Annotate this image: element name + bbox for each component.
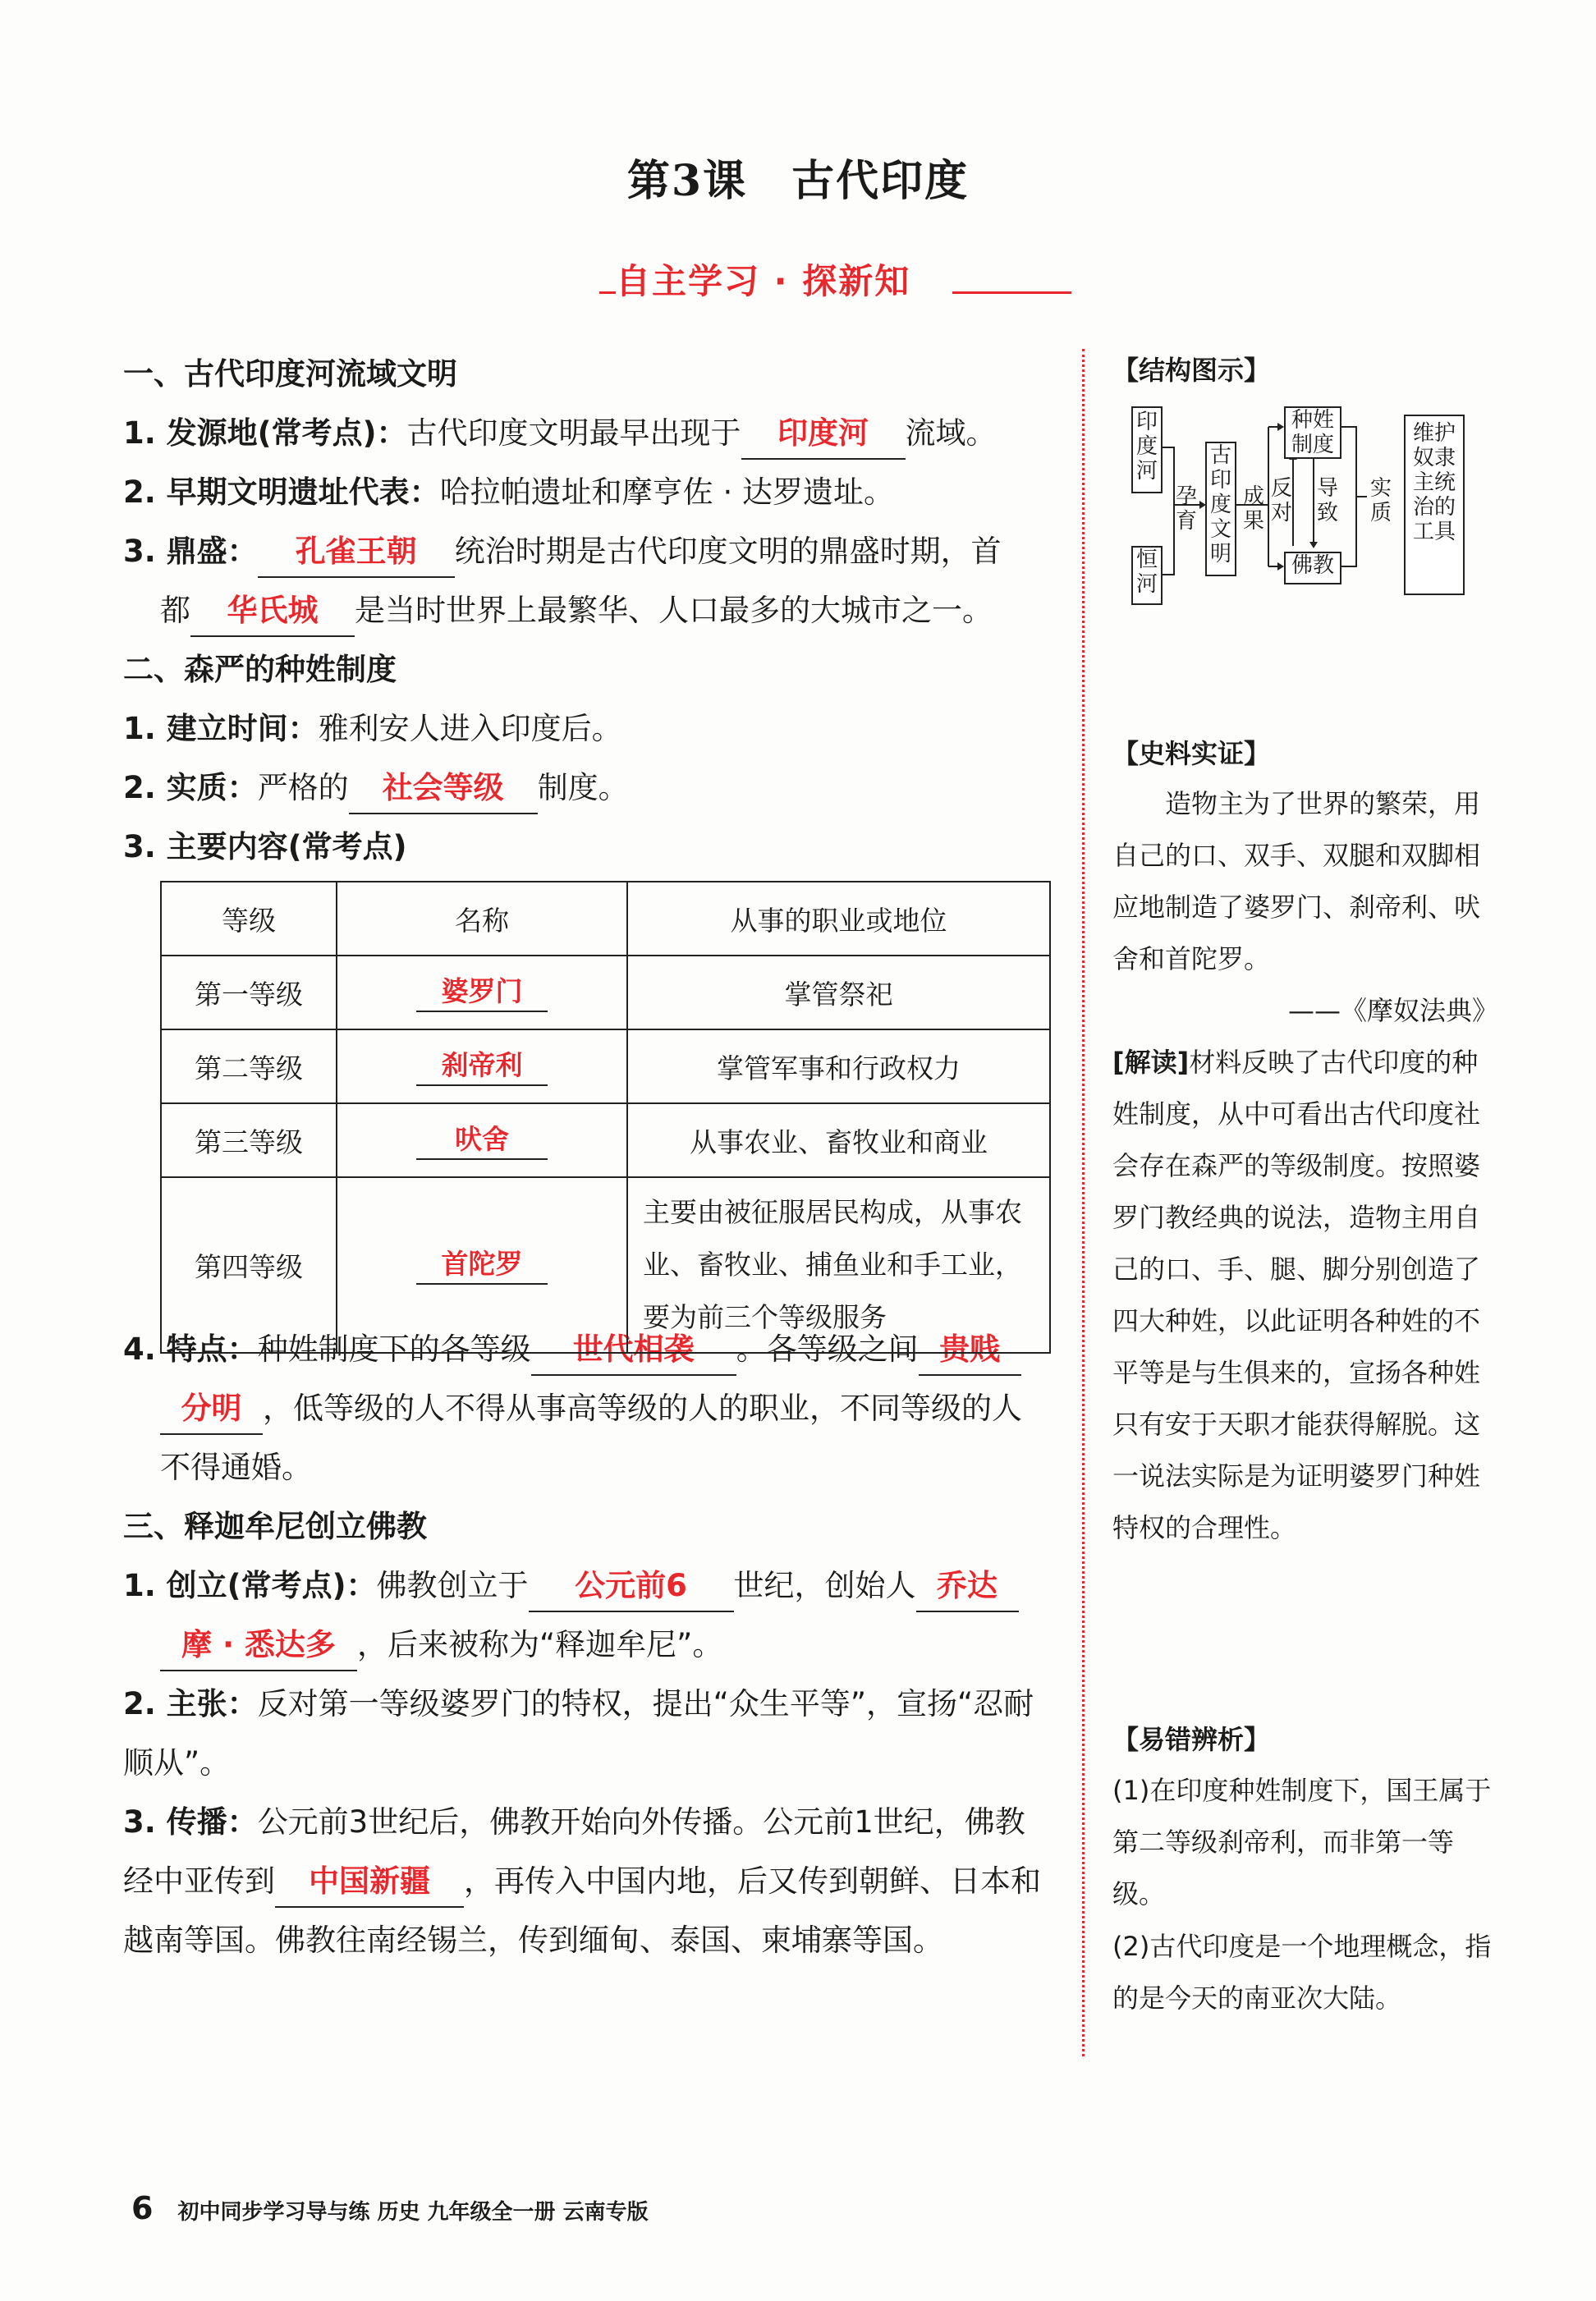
answer-blank: 首陀罗 — [416, 1245, 548, 1285]
source-citation: ——《摩奴法典》 — [1287, 995, 1498, 1026]
part3-item3: 3. 传播：公元前3世纪后，佛教开始向外传播。公元前1世纪，佛教经中亚传到 中国新疆 ，再传入中国内地，后又传到朝鲜、日本和越南等国。佛教往南经锡兰，传到缅甸、泰国、柬埔寨等国。 — [123, 1804, 1041, 1958]
part2-item2: 2. 实质：严格的 社会等级 制度。 — [123, 759, 1051, 818]
answer-blank: 华氏城 — [190, 586, 355, 637]
diagram-label-outcome: 成果 — [1243, 484, 1265, 534]
part3-item1-cont: 摩 · 悉达多 ，后来被称为“释迦牟尼”。 — [123, 1616, 1051, 1675]
answer-blank: 刹帝利 — [416, 1047, 548, 1086]
sidebar-divider — [1082, 349, 1085, 2056]
answer-blank: 世代相袭 — [531, 1325, 736, 1376]
answer-blank: 乔达 — [916, 1561, 1019, 1612]
diagram-river-indus: 印度河 — [1131, 406, 1163, 493]
answer-blank: 社会等级 — [349, 763, 538, 814]
diagram-label-nurture: 孕育 — [1176, 484, 1198, 534]
table-header: 名称 — [337, 882, 627, 956]
part1-item2: 2. 早期文明遗址代表：哈拉帕遗址和摩亨佐 · 达罗遗址。 — [123, 474, 894, 510]
part1-item3: 3. 鼎盛： 孔雀王朝 统治时期是古代印度文明的鼎盛时期，首 — [123, 522, 1051, 581]
part2-item1: 1. 建立时间：雅利安人进入印度后。 — [123, 711, 622, 746]
part1-heading: 一、古代印度河流域文明 — [123, 356, 457, 392]
answer-blank: 婆罗门 — [416, 973, 548, 1012]
interpretation-label: [解读] — [1112, 1047, 1190, 1078]
answer-blank: 孔雀王朝 — [258, 527, 455, 578]
diagram-label-essence: 实质 — [1370, 476, 1392, 525]
table-header: 等级 — [161, 882, 337, 956]
part1-item1: 1. 发源地(常考点)：古代印度文明最早出现于 印度河 流域。 — [123, 404, 1051, 463]
error-note-1: (1)在印度种姓制度下，国王属于第二等级刹帝利，而非第一等级。 — [1112, 1775, 1492, 1909]
banner-underline-left — [599, 291, 616, 294]
answer-blank: 贵贱 — [919, 1325, 1021, 1376]
source-text: 造物主为了世界的繁荣，用自己的口、双手、双腿和双脚相应地制造了婆罗门、刹帝利、吠舍和首陀罗。 — [1112, 788, 1481, 974]
section-banner: 自主学习 · 探新知 — [616, 261, 911, 301]
diagram-ancient-india: 古印度文明 — [1205, 442, 1236, 576]
part3-item1: 1. 创立(常考点)：佛教创立于 公元前6 世纪，创始人 乔达 — [123, 1556, 1051, 1616]
table-row: 第四等级 首陀罗 主要由被征服居民构成，从事农业、畜牧业、捕鱼业和手工业，要为前三个等级服务 — [161, 1177, 1050, 1353]
structure-diagram — [1125, 402, 1486, 607]
table-header: 从事的职业或地位 — [627, 882, 1050, 956]
table-row: 第三等级 吠舍 从事农业、畜牧业和商业 — [161, 1103, 1050, 1177]
answer-blank: 摩 · 悉达多 — [160, 1620, 357, 1671]
page-number: 6 — [131, 2190, 154, 2226]
answer-blank: 中国新疆 — [275, 1857, 464, 1908]
page-title: 第3课 古代印度 — [626, 156, 970, 206]
part2-item3: 3. 主要内容(常考点) — [123, 829, 407, 864]
part2-heading: 二、森严的种姓制度 — [123, 652, 397, 687]
answer-blank: 吠舍 — [416, 1121, 548, 1160]
error-heading: 【易错辨析】 — [1112, 1724, 1271, 1755]
source-heading: 【史料实证】 — [1112, 738, 1271, 769]
interpretation-text: 材料反映了古代印度的种姓制度，从中可看出古代印度社会存在森严的等级制度。按照婆罗门教经典的说法，造物主用自己的口、手、腿、脚分别创造了四大种姓，以此证明各种姓的不平等是与生俱来的，宣扬各种姓只有安于天职才能获得解脱。这一说法实际是为证明婆罗门种姓特权的合理性。 — [1112, 1047, 1481, 1543]
answer-blank: 公元前6 — [529, 1561, 734, 1612]
diagram-caste: 种姓制度 — [1284, 406, 1341, 459]
diagram-label-lead: 导致 — [1317, 476, 1339, 525]
diagram-label-oppose: 反对 — [1271, 476, 1293, 525]
table-row: 第二等级 刹帝利 掌管军事和行政权力 — [161, 1029, 1050, 1103]
answer-blank: 印度河 — [741, 409, 906, 460]
part2-item4: 4. 特点：种姓制度下的各等级 世代相袭 。各等级之间 贵贱 — [123, 1320, 1051, 1379]
interpretation — [1112, 1037, 1498, 1554]
table-row: 第一等级 婆罗门 掌管祭祀 — [161, 956, 1050, 1029]
part3-item2: 2. 主张：反对第一等级婆罗门的特权，提出“众生平等”，宣扬“忍耐顺从”。 — [123, 1686, 1034, 1781]
structure-heading: 【结构图示】 — [1112, 355, 1271, 386]
page-footer — [131, 2190, 649, 2226]
diagram-tool: 维护奴隶主统治的工具 — [1404, 415, 1465, 595]
error-note-2: (2)古代印度是一个地理概念，指的是今天的南亚次大陆。 — [1112, 1931, 1492, 2014]
table-header-row — [161, 882, 1050, 956]
diagram-buddhism: 佛教 — [1284, 552, 1341, 584]
caste-table — [160, 881, 1051, 1354]
part3-heading: 三、释迦牟尼创立佛教 — [123, 1509, 427, 1544]
banner-underline — [952, 291, 1071, 294]
book-title: 初中同步学习导与练 历史 九年级全一册 云南专版 — [177, 2200, 649, 2225]
answer-blank: 分明 — [160, 1384, 263, 1435]
diagram-river-ganges: 恒河 — [1131, 546, 1163, 605]
part1-item3-cont: 都 华氏城 是当时世界上最繁华、人口最多的大城市之一。 — [123, 581, 1051, 640]
part2-item4-cont: 分明 ，低等级的人不得从事高等级的人的职业，不同等级的人不得通婚。 — [123, 1379, 1051, 1497]
